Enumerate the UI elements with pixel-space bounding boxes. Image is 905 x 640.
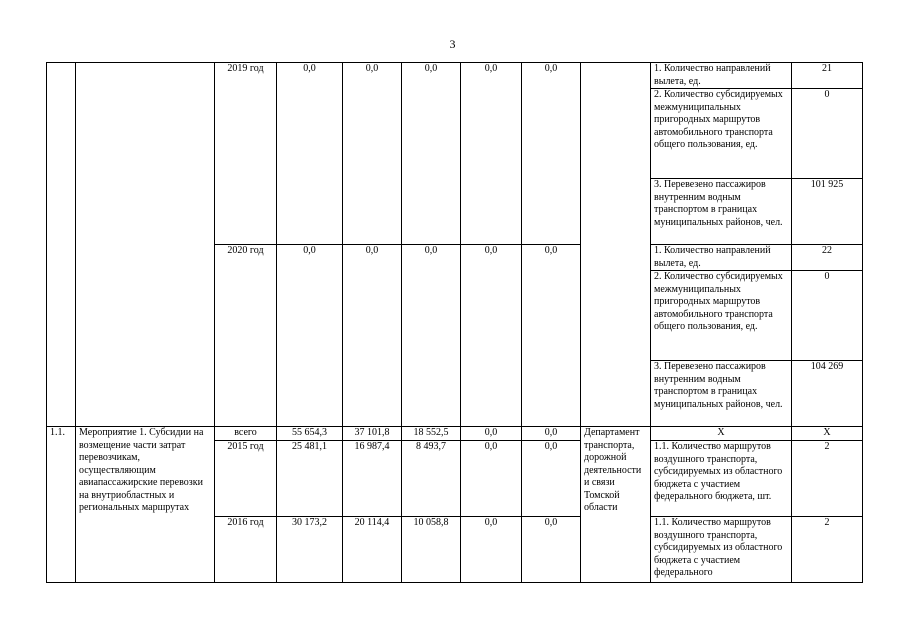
value-cell: 0,0 bbox=[402, 245, 461, 427]
indicator-cell: 2. Количество субсидируемых межмуниципальных пригородных маршрутов автомобильного транспорта общего пользования, ед. bbox=[651, 271, 792, 361]
year-cell: 2016 год bbox=[215, 517, 277, 583]
indicator-value: 22 bbox=[792, 245, 863, 271]
value-cell: 0,0 bbox=[277, 245, 343, 427]
table-row bbox=[47, 63, 863, 89]
indicator-cell: 3. Перевезено пассажиров внутренним водным транспортом в границах муниципальных районов, чел. bbox=[651, 361, 792, 427]
year-cell: 2020 год bbox=[215, 245, 277, 427]
value-cell: 0,0 bbox=[522, 63, 581, 245]
value-cell: 0,0 bbox=[402, 63, 461, 245]
value-cell: 0,0 bbox=[461, 441, 522, 517]
value-cell: 0,0 bbox=[461, 63, 522, 245]
number-cell bbox=[47, 63, 76, 427]
value-cell: 37 101,8 bbox=[343, 427, 402, 441]
indicator-value: 101 925 bbox=[792, 179, 863, 245]
indicator-cell: 3. Перевезено пассажиров внутренним водным транспортом в границах муниципальных районов, чел. bbox=[651, 179, 792, 245]
value-cell: 0,0 bbox=[277, 63, 343, 245]
value-cell: 0,0 bbox=[343, 63, 402, 245]
value-cell: 0,0 bbox=[522, 441, 581, 517]
value-cell: 0,0 bbox=[461, 517, 522, 583]
indicator-cell: 1.1. Количество маршрутов воздушного транспорта, субсидируемых из областного бюджета с участием федерального бюджета, шт. bbox=[651, 441, 792, 517]
activity-cell bbox=[76, 63, 215, 427]
year-cell: 2019 год bbox=[215, 63, 277, 245]
value-cell: 0,0 bbox=[343, 245, 402, 427]
number-cell: 1.1. bbox=[47, 427, 76, 583]
value-cell: 0,0 bbox=[461, 245, 522, 427]
value-cell: 55 654,3 bbox=[277, 427, 343, 441]
table-row bbox=[47, 427, 863, 441]
indicator-value: 2 bbox=[792, 441, 863, 517]
indicator-value: 0 bbox=[792, 271, 863, 361]
indicator-value: 0 bbox=[792, 89, 863, 179]
year-cell: 2015 год bbox=[215, 441, 277, 517]
indicator-cell: 1. Количество направлений вылета, ед. bbox=[651, 245, 792, 271]
total-label: всего bbox=[215, 427, 277, 441]
value-cell: 30 173,2 bbox=[277, 517, 343, 583]
value-cell: 10 058,8 bbox=[402, 517, 461, 583]
indicator-value: 2 bbox=[792, 517, 863, 583]
indicator-value: Х bbox=[792, 427, 863, 441]
value-cell: 0,0 bbox=[522, 245, 581, 427]
page-number: 3 bbox=[449, 37, 456, 51]
executor-cell: Департамент транспорта, дорожной деятельности и связи Томской области bbox=[581, 427, 651, 583]
indicator-cell: Х bbox=[651, 427, 792, 441]
indicator-cell: 2. Количество субсидируемых межмуниципальных пригородных маршрутов автомобильного транспорта общего пользования, ед. bbox=[651, 89, 792, 179]
indicator-cell: 1.1. Количество маршрутов воздушного транспорта, субсидируемых из областного бюджета с участием федерального bbox=[651, 517, 792, 583]
indicator-cell: 1. Количество направлений вылета, ед. bbox=[651, 63, 792, 89]
value-cell: 0,0 bbox=[522, 427, 581, 441]
indicator-value: 104 269 bbox=[792, 361, 863, 427]
executor-cell bbox=[581, 63, 651, 427]
value-cell: 0,0 bbox=[461, 427, 522, 441]
value-cell: 18 552,5 bbox=[402, 427, 461, 441]
indicator-value: 21 bbox=[792, 63, 863, 89]
activity-cell: Мероприятие 1. Субсидии на возмещение части затрат перевозчикам, осуществляющим авиапассажирские перевозки на внутриобластных и региональных маршрутах bbox=[76, 427, 215, 583]
value-cell: 16 987,4 bbox=[343, 441, 402, 517]
program-table bbox=[46, 62, 863, 583]
value-cell: 8 493,7 bbox=[402, 441, 461, 517]
value-cell: 20 114,4 bbox=[343, 517, 402, 583]
value-cell: 25 481,1 bbox=[277, 441, 343, 517]
value-cell: 0,0 bbox=[522, 517, 581, 583]
